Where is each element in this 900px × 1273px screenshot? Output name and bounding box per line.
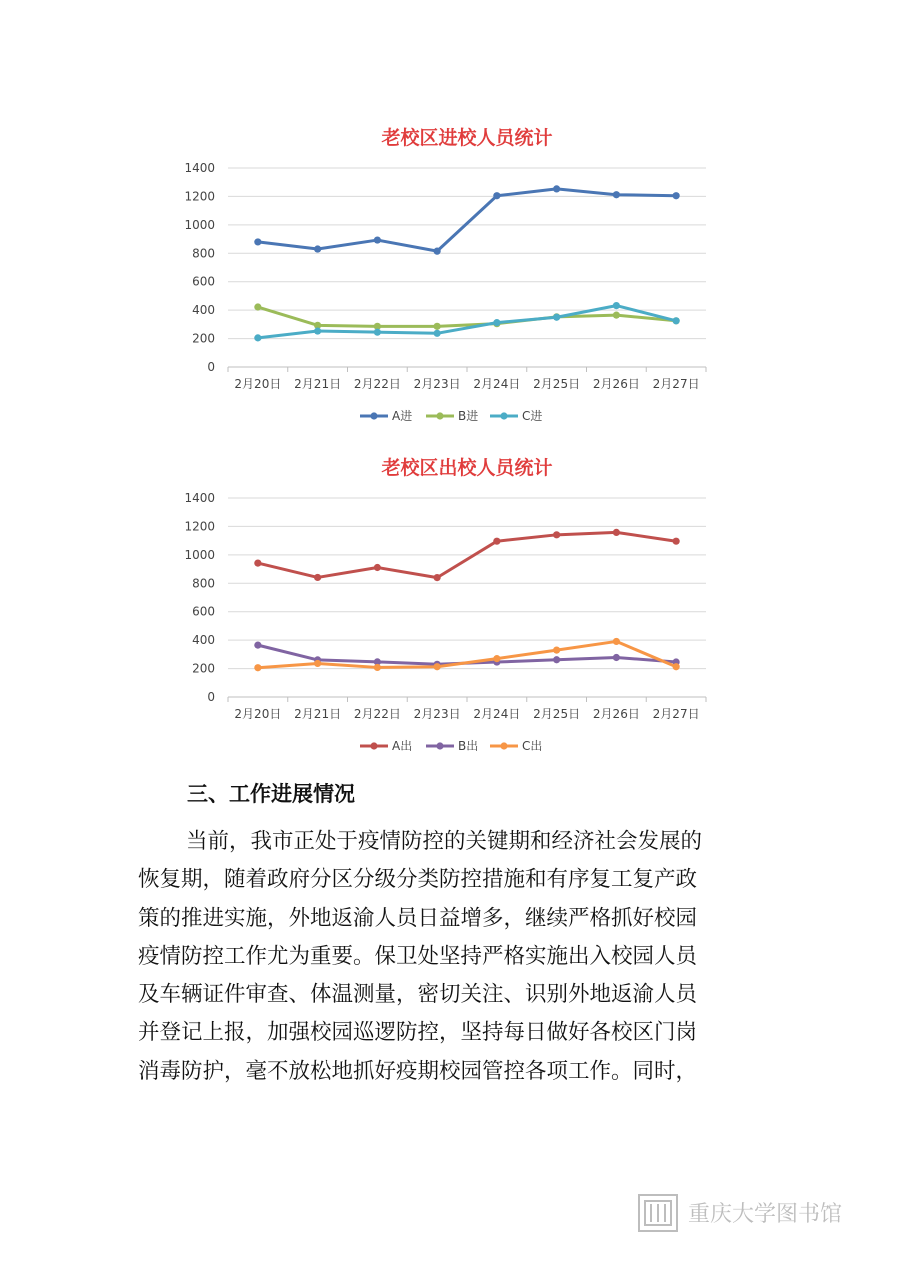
- legend-marker: [436, 412, 443, 419]
- legend-marker: [500, 742, 507, 749]
- data-point: [434, 330, 441, 337]
- data-point: [434, 663, 441, 670]
- x-tick-label: 2月21日: [294, 377, 342, 391]
- x-tick-label: 2月26日: [592, 377, 640, 391]
- x-tick-label: 2月27日: [652, 707, 700, 721]
- y-tick-label: 400: [192, 633, 215, 648]
- data-point: [314, 574, 321, 581]
- data-point: [254, 642, 261, 649]
- body-line: 并登记上报，加强校园巡逻防控，坚持每日做好各校区门岗: [138, 1020, 698, 1046]
- data-point: [374, 664, 381, 671]
- data-point: [613, 529, 620, 536]
- legend-label: A出: [392, 739, 413, 753]
- body-line: 策的推进实施，外地返渝人员日益增多，继续严格抓好校园: [138, 905, 698, 931]
- data-point: [673, 663, 680, 670]
- x-tick-label: 2月20日: [234, 707, 282, 721]
- chart-exit-svg: [180, 448, 720, 764]
- data-point: [613, 312, 620, 319]
- y-tick-label: 1400: [184, 491, 215, 505]
- legend-marker: [436, 742, 443, 749]
- data-point: [374, 329, 381, 336]
- legend-label: B出: [458, 739, 479, 753]
- y-tick-label: 800: [192, 576, 215, 591]
- data-point: [314, 327, 321, 334]
- body-paragraph: [138, 823, 768, 1091]
- data-point: [493, 655, 500, 662]
- y-tick-label: 200: [192, 331, 215, 346]
- legend-label: C进: [522, 409, 543, 423]
- legend-marker: [370, 742, 377, 749]
- legend-marker: [370, 412, 377, 419]
- y-tick-label: 1200: [184, 189, 215, 204]
- x-tick-label: 2月24日: [473, 377, 521, 391]
- data-point: [314, 245, 321, 252]
- chart-entry-stats: [180, 118, 720, 438]
- data-point: [254, 664, 261, 671]
- y-tick-label: 1000: [184, 217, 215, 232]
- data-point: [553, 646, 560, 653]
- y-tick-label: 1200: [184, 519, 215, 534]
- y-tick-label: 400: [192, 303, 215, 318]
- body-line: 当前，我市正处于疫情防控的关键期和经济社会发展的: [186, 829, 703, 854]
- series-line-1: [258, 189, 676, 251]
- data-point: [673, 192, 680, 199]
- body-line: 消毒防护，毫不放松地抓好疫期校园管控各项工作。同时，: [138, 1058, 698, 1084]
- data-point: [434, 248, 441, 255]
- data-point: [374, 236, 381, 243]
- library-seal-icon: [639, 1195, 677, 1231]
- x-tick-label: 2月21日: [294, 707, 342, 721]
- x-tick-label: 2月24日: [473, 707, 521, 721]
- legend-label: A进: [392, 409, 413, 423]
- data-point: [673, 538, 680, 545]
- legend-marker: [500, 412, 507, 419]
- data-point: [314, 660, 321, 667]
- data-point: [613, 638, 620, 645]
- section-heading: 三、工作进展情况: [187, 782, 355, 806]
- data-point: [553, 185, 560, 192]
- legend-label: C出: [522, 739, 543, 753]
- data-point: [254, 334, 261, 341]
- chart-entry-svg: [180, 118, 720, 434]
- y-tick-label: 1000: [184, 547, 215, 562]
- x-tick-label: 2月23日: [413, 707, 461, 721]
- body-line: 恢复期，随着政府分区分级分类防控措施和有序复工复产政: [138, 867, 698, 893]
- data-point: [254, 560, 261, 567]
- watermark-svg: [636, 1190, 866, 1236]
- data-point: [493, 538, 500, 545]
- data-point: [493, 192, 500, 199]
- x-tick-label: 2月22日: [353, 377, 401, 391]
- data-point: [553, 531, 560, 538]
- data-point: [673, 317, 680, 324]
- data-point: [553, 656, 560, 663]
- chart-exit-stats: [180, 448, 720, 768]
- x-tick-label: 2月27日: [652, 377, 700, 391]
- body-line: 及车辆证件审查、体温测量，密切关注、识别外地返渝人员: [138, 982, 698, 1008]
- watermark: [636, 1190, 866, 1236]
- chart-title: 老校区进校人员统计: [381, 127, 553, 149]
- data-point: [374, 564, 381, 571]
- data-point: [613, 654, 620, 661]
- chart-title: 老校区出校人员统计: [381, 457, 553, 479]
- y-tick-label: 800: [192, 246, 215, 261]
- y-tick-label: 200: [192, 661, 215, 676]
- x-tick-label: 2月25日: [533, 707, 581, 721]
- legend-label: B进: [458, 409, 479, 423]
- data-point: [553, 314, 560, 321]
- body-line: 疫情防控工作尤为重要。保卫处坚持严格实施出入校园人员: [138, 943, 698, 969]
- y-tick-label: 600: [192, 604, 215, 619]
- data-point: [434, 323, 441, 330]
- y-tick-label: 1400: [184, 161, 215, 175]
- data-point: [613, 191, 620, 198]
- watermark-text: 重庆大学图书馆: [688, 1202, 843, 1227]
- x-tick-label: 2月22日: [353, 707, 401, 721]
- x-tick-label: 2月26日: [592, 707, 640, 721]
- y-tick-label: 0: [207, 360, 215, 374]
- data-point: [493, 319, 500, 326]
- data-point: [254, 303, 261, 310]
- x-tick-label: 2月23日: [413, 377, 461, 391]
- x-tick-label: 2月20日: [234, 377, 282, 391]
- y-tick-label: 600: [192, 274, 215, 289]
- y-tick-label: 0: [207, 690, 215, 704]
- data-point: [254, 238, 261, 245]
- data-point: [434, 574, 441, 581]
- data-point: [613, 302, 620, 309]
- x-tick-label: 2月25日: [533, 377, 581, 391]
